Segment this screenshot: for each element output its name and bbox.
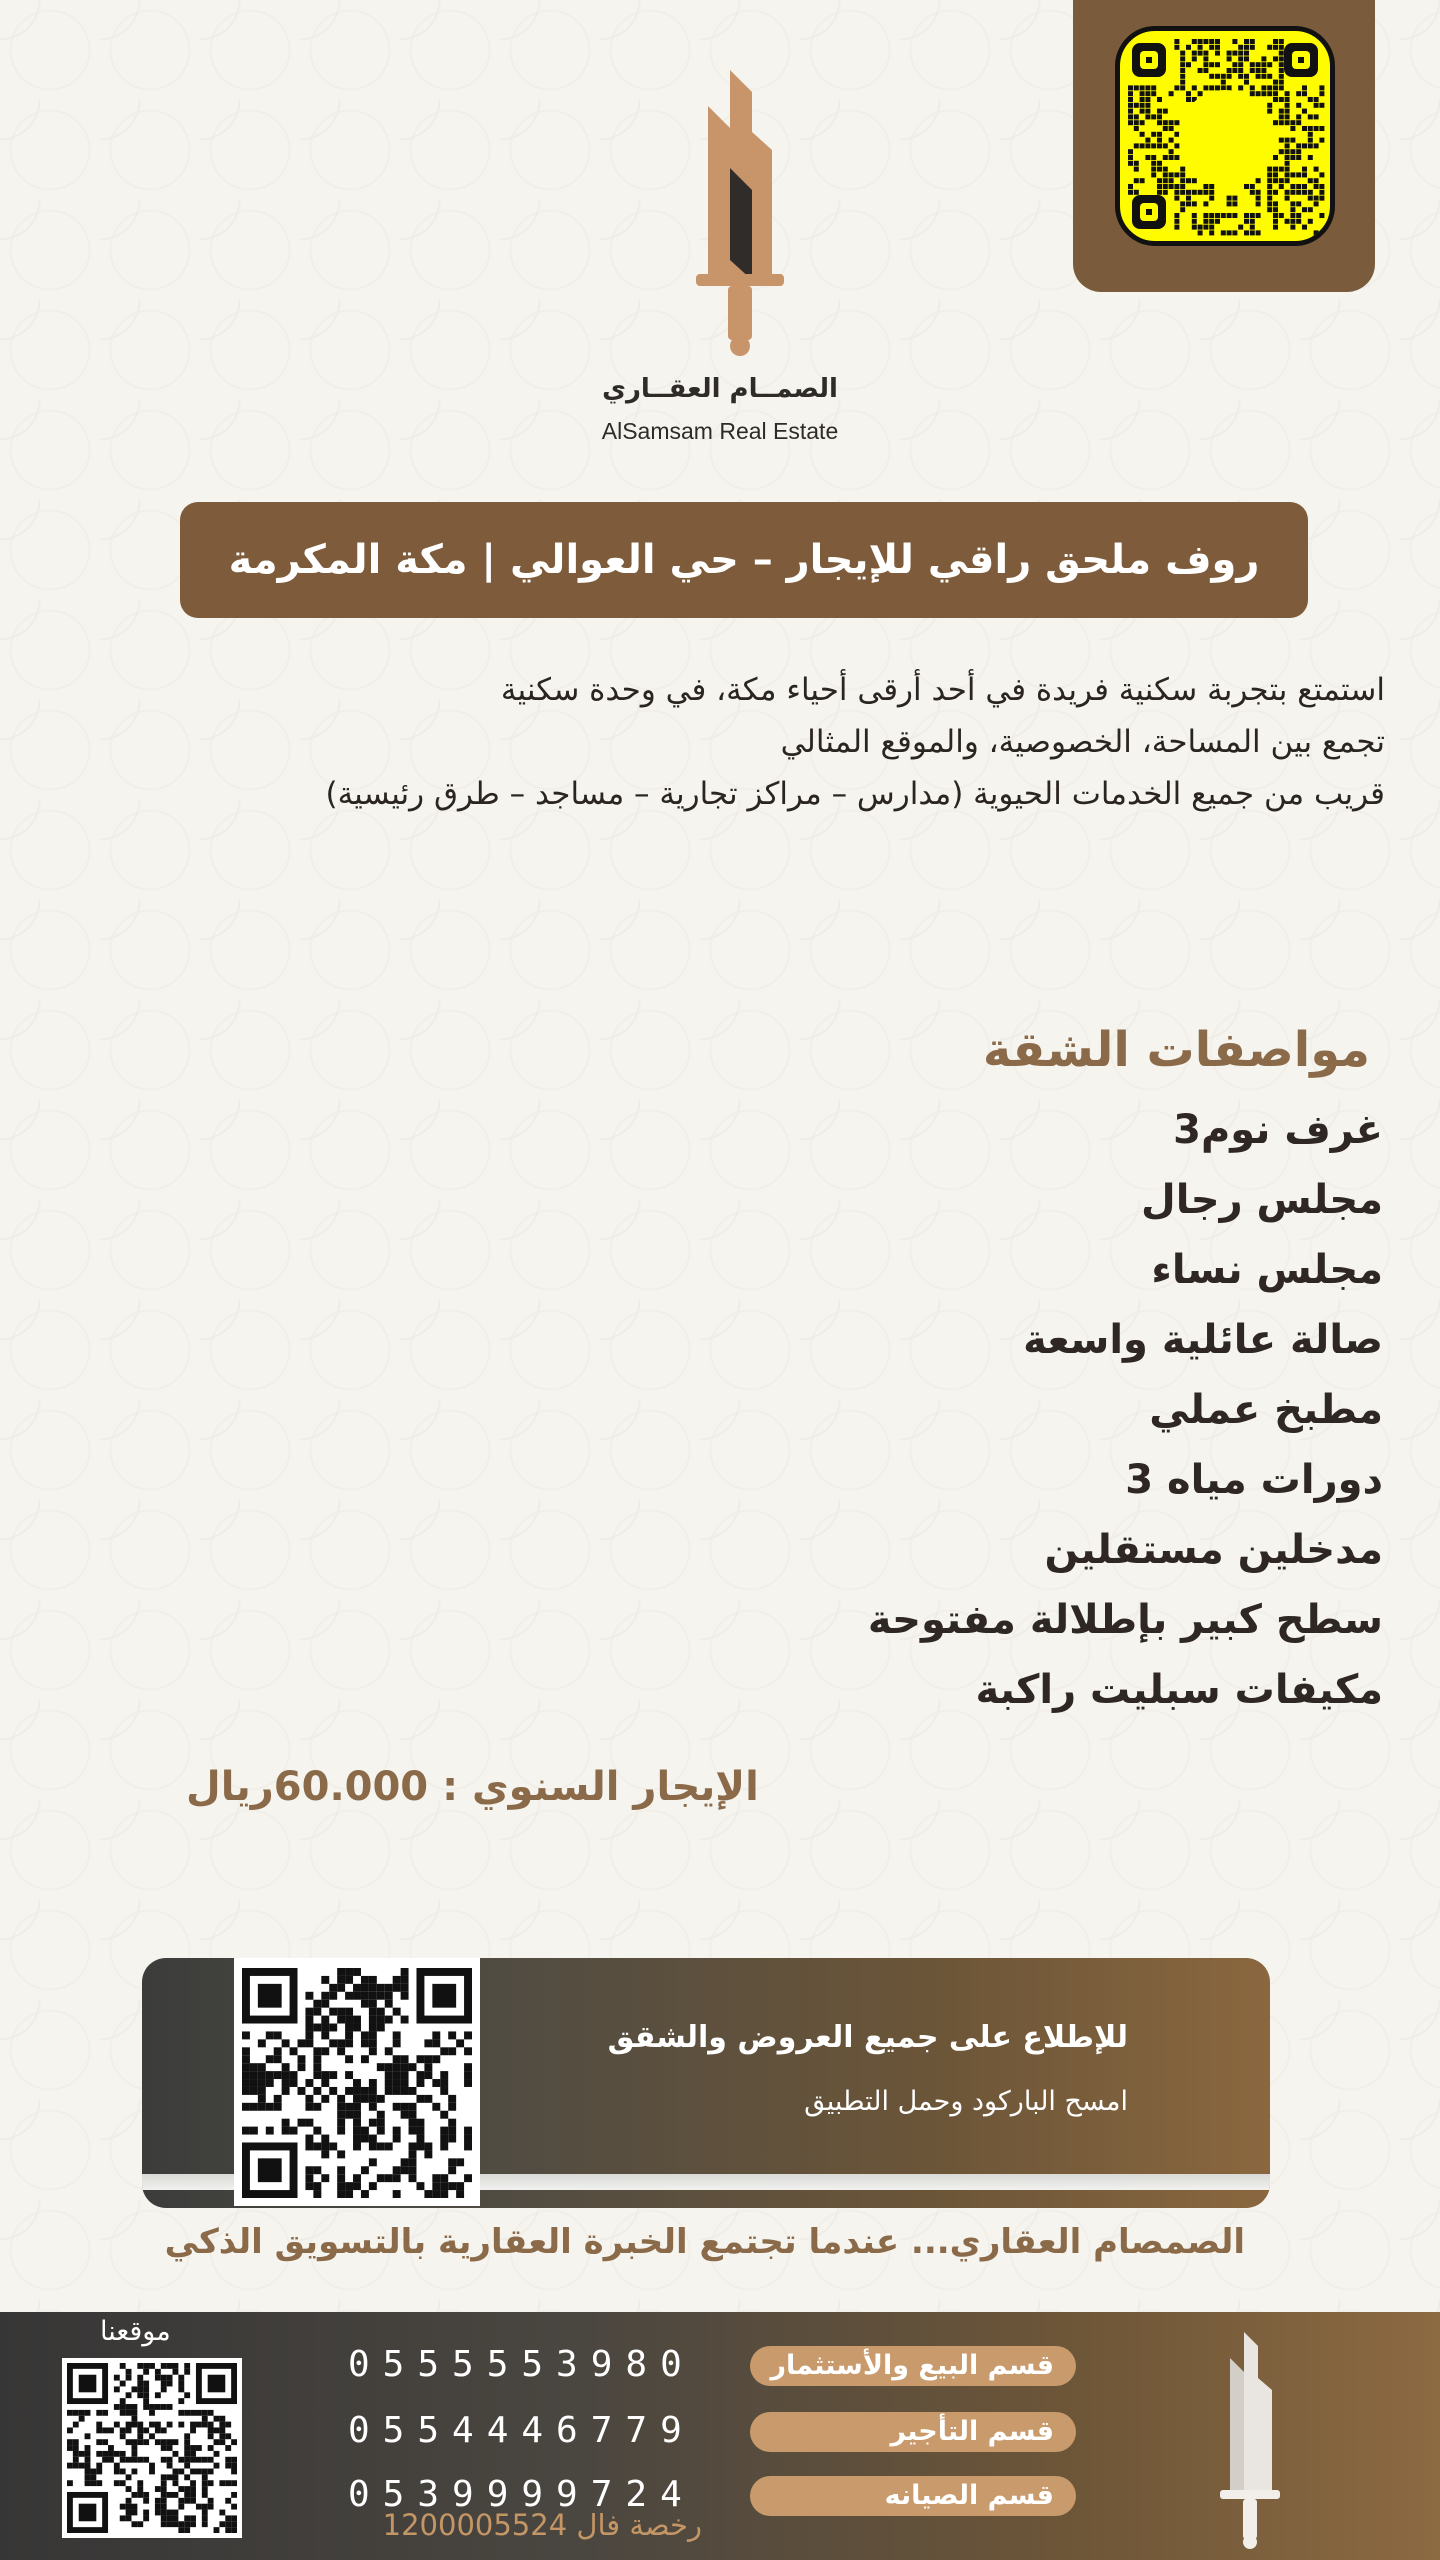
app-download-card[interactable] (142, 1958, 1270, 2208)
listing-title: روف ملحق راقي للإيجار – حي العوالي | مكة المكرمة (180, 502, 1308, 618)
spec-item: مجلس نساء (1151, 1247, 1383, 1293)
phone-rental[interactable]: 0554446779 (348, 2410, 695, 2451)
phone-sales[interactable]: 0555553980 (348, 2344, 695, 2385)
app-qr-icon[interactable] (234, 1958, 480, 2206)
specs-list (800, 1100, 1383, 1730)
app-card-subtitle: امسح الباركود وحمل التطبيق (804, 2086, 1128, 2117)
spec-item: صالة عائلية واسعة (1023, 1317, 1383, 1363)
snapcode-icon[interactable] (1115, 26, 1335, 246)
footer (0, 2312, 1440, 2560)
spec-item: دورات مياه 3 (1125, 1457, 1383, 1503)
snapcode-card[interactable] (1073, 0, 1375, 292)
spec-item: سطح كبير بإطلالة مفتوحة (867, 1597, 1383, 1643)
description-line: تجمع بين المساحة، الخصوصية، والموقع المثالي (780, 724, 1385, 760)
spec-item: مكيفات سبليت راكبة (975, 1667, 1383, 1713)
spec-item: مطبخ عملي (1149, 1387, 1383, 1433)
description-line: استمتع بتجربة سكنية فريدة في أحد أرقى أحياء مكة، في وحدة سكنية (500, 672, 1385, 708)
description-line: قريب من جميع الخدمات الحيوية (مدارس – مراكز تجارية – مساجد – طرق رئيسية) (325, 776, 1385, 812)
brand-name-english: AlSamsam Real Estate (601, 418, 839, 444)
website-qr-icon[interactable] (62, 2358, 242, 2538)
license-number: رخصة فال 1200005524 (382, 2508, 702, 2542)
dept-rental: قسم التأجير (750, 2412, 1076, 2452)
spec-item: مجلس رجال (1141, 1177, 1383, 1223)
listing-description (60, 664, 1385, 820)
dept-sales: قسم البيع والأستثمار (750, 2346, 1076, 2386)
dept-maintenance: قسم الصيانه (750, 2476, 1076, 2516)
specs-heading: مواصفات الشقة (982, 1022, 1370, 1078)
brand-name-arabic: الصمــام العقــاري (602, 374, 838, 404)
phone-maintenance[interactable]: 0539999724 (348, 2474, 695, 2515)
annual-rent: الإيجار السنوي : 60.000ريال (186, 1764, 759, 1810)
spec-item: غرف نوم3 (1173, 1107, 1383, 1153)
logo-dagger-icon (690, 70, 790, 360)
footer-logo-icon (1216, 2332, 1284, 2552)
spec-item: مدخلين مستقلين (1044, 1527, 1383, 1573)
website-label: موقعنا (100, 2316, 171, 2347)
slogan: الصمصام العقاري... عندما تجتمع الخبرة العقارية بالتسويق الذكي (164, 2222, 1245, 2262)
app-card-title: للإطلاع على جميع العروض والشقق (607, 2020, 1128, 2055)
